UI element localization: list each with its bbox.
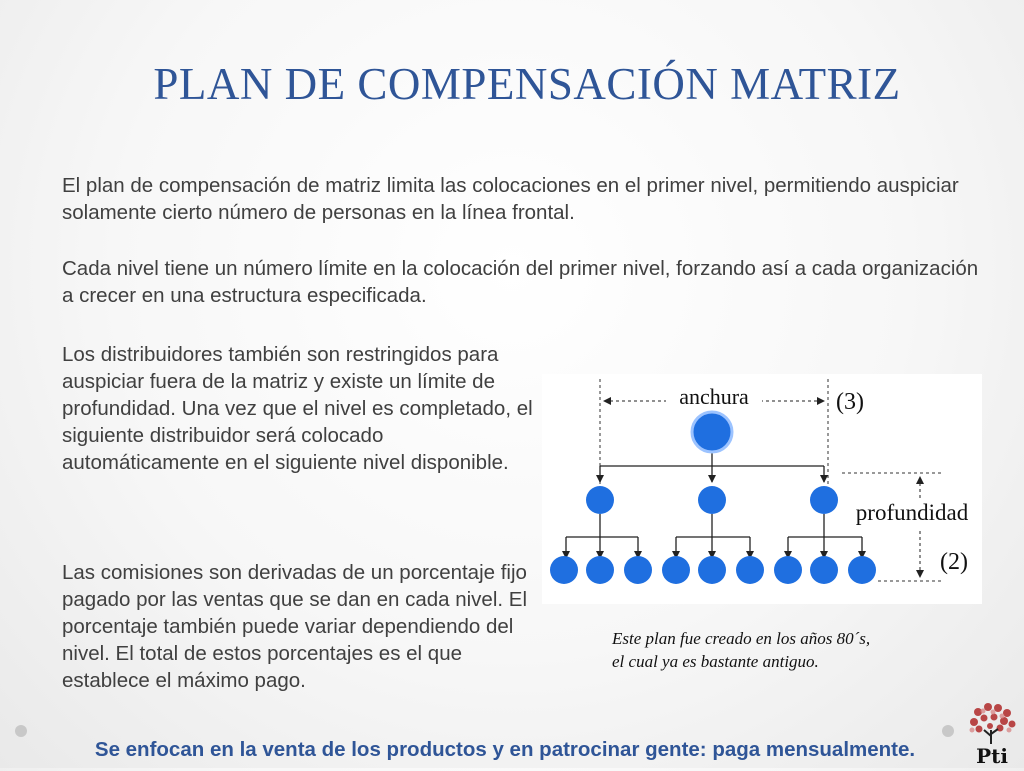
diagram-caption [612,627,942,673]
tree-logo-icon [964,700,1020,766]
level2-node [736,556,764,584]
paragraph-commissions: Las comisiones son derivadas de un porcentaje fijo pagado por las ventas que se dan en cada nivel. El porcentaje también puede variar dependiendo del nivel. El total de estos porcentajes es el que establece el máximo pago. [62,561,527,692]
slide-title: PLAN DE COMPENSACIÓN MATRIZ [153,59,901,109]
root-node [692,412,732,452]
level1-node [698,486,726,514]
depth-label: profundidad [855,500,969,525]
level2-node [586,556,614,584]
level2-node [848,556,876,584]
level1-node [810,486,838,514]
paragraph-distributors: Los distribuidores también son restringidos para auspiciar fuera de la matriz y existe un límite de profundidad. Una vez que el nivel es completado, el siguiente distribuidor será colocado automáticamente en el siguiente nivel disponible. [62,343,533,474]
logo-text: Pti [976,744,1008,766]
slide-footer: Se enfocan en la venta de los productos y en patrocinar gente: paga mensualmente. [94,738,916,761]
level1-connectors [566,514,862,558]
matrix-tree-svg [542,374,982,604]
root-connectors [600,451,824,482]
paragraph-level-limit: Cada nivel tiene un número límite en la colocación del primer nivel, forzando así a cada organización a crecer en una estructura especificada. [62,257,979,307]
width-label: anchura [679,384,749,409]
level2-node [662,556,690,584]
caption-line-2: el cual ya es bastante antiguo. [612,652,819,671]
decorative-dot-left [15,725,27,737]
matrix-diagram [542,374,982,604]
decorative-dot-right [942,725,954,737]
level2-node [698,556,726,584]
width-count: (3) [836,389,864,415]
level2-node [774,556,802,584]
level2-node [550,556,578,584]
level2-node [624,556,652,584]
caption-line-1: Este plan fue creado en los años 80´s, [612,629,871,648]
level1-node [586,486,614,514]
level2-node [810,556,838,584]
paragraph-matrix-definition: El plan de compensación de matriz limita las colocaciones en el primer nivel, permitiendo auspiciar solamente cierto número de personas en la línea frontal. [62,174,959,224]
depth-count: (2) [940,549,968,575]
